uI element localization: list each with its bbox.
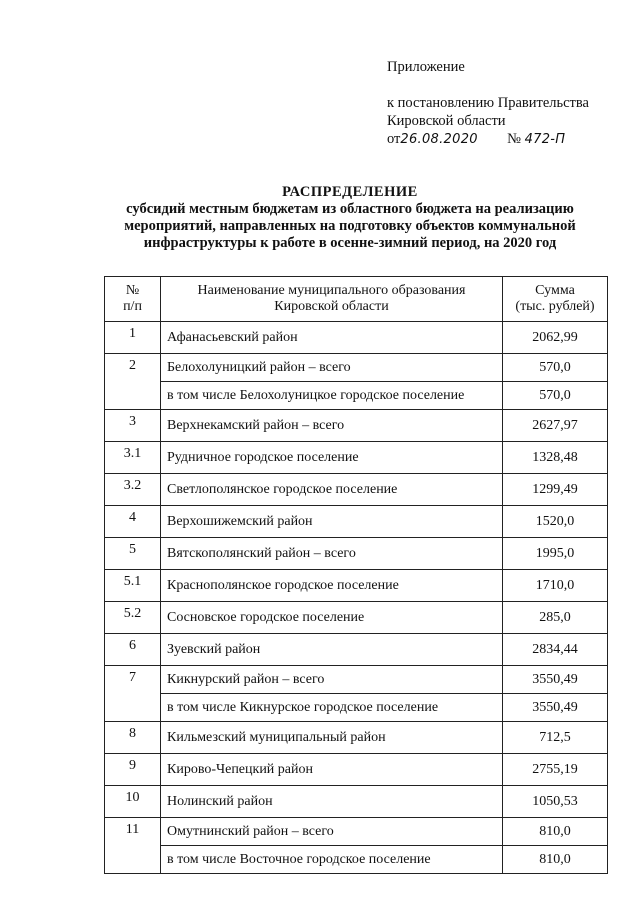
row-name: в том числе Кикнурское городское поселение — [161, 694, 503, 722]
table-row — [105, 354, 608, 382]
table-row — [105, 846, 608, 874]
header-sum: Сумма (тыс. рублей) — [503, 277, 608, 322]
row-name: в том числе Белохолуницкое городское поселение — [161, 382, 503, 410]
row-number: 10 — [105, 786, 161, 818]
row-sum: 2755,19 — [503, 754, 608, 786]
title-line-3: мероприятий, направленных на подготовку объектов коммунальной — [124, 218, 576, 234]
row-sum: 2627,97 — [503, 410, 608, 442]
row-sum: 1710,0 — [503, 570, 608, 602]
row-sum: 3550,49 — [503, 694, 608, 722]
region-line: Кировской области — [387, 113, 506, 129]
table-row — [105, 442, 608, 474]
table-row — [105, 474, 608, 506]
row-sum: 285,0 — [503, 602, 608, 634]
appendix-label: Приложение — [387, 59, 465, 75]
table-row — [105, 538, 608, 570]
row-sum: 712,5 — [503, 722, 608, 754]
row-name: Зуевский район — [161, 634, 503, 666]
row-sum: 2834,44 — [503, 634, 608, 666]
row-sum: 1050,53 — [503, 786, 608, 818]
row-name: Верхошижемский район — [161, 506, 503, 538]
row-number: 3.2 — [105, 474, 161, 506]
row-name: Кикнурский район – всего — [161, 666, 503, 694]
row-sum: 1995,0 — [503, 538, 608, 570]
table-row — [105, 786, 608, 818]
row-number: 8 — [105, 722, 161, 754]
row-sum: 570,0 — [503, 382, 608, 410]
table-row — [105, 722, 608, 754]
row-sum: 1299,49 — [503, 474, 608, 506]
table-row — [105, 570, 608, 602]
number-prefix: № — [507, 131, 521, 147]
row-number: 5.1 — [105, 570, 161, 602]
table-row — [105, 818, 608, 846]
row-sum: 810,0 — [503, 846, 608, 874]
row-name: Афанасьевский район — [161, 322, 503, 354]
row-name: Краснополянское городское поселение — [161, 570, 503, 602]
row-sum: 1520,0 — [503, 506, 608, 538]
title-line-2: субсидий местным бюджетам из областного бюджета на реализацию — [126, 201, 574, 217]
row-sum: 2062,99 — [503, 322, 608, 354]
header-number: № п/п — [105, 277, 161, 322]
resolution-line: к постановлению Правительства — [387, 95, 589, 111]
row-name: Белохолуницкий район – всего — [161, 354, 503, 382]
row-sum: 1328,48 — [503, 442, 608, 474]
handwritten-date: 26.08.2020 — [400, 132, 478, 147]
date-number-line — [387, 130, 589, 149]
appendix-block — [387, 58, 589, 149]
table-row — [105, 754, 608, 786]
document-title — [100, 184, 600, 252]
row-sum: 570,0 — [503, 354, 608, 382]
header-name: Наименование муниципального образования Кировской области — [161, 277, 503, 322]
row-name: Нолинский район — [161, 786, 503, 818]
row-name: Верхнекамский район – всего — [161, 410, 503, 442]
row-number: 7 — [105, 666, 161, 722]
table-row — [105, 410, 608, 442]
handwritten-number: 472-П — [524, 132, 566, 147]
row-name: Омутнинский район – всего — [161, 818, 503, 846]
table-row — [105, 634, 608, 666]
date-prefix: от — [387, 131, 401, 147]
table-row — [105, 694, 608, 722]
table-row — [105, 382, 608, 410]
row-name: Сосновское городское поселение — [161, 602, 503, 634]
row-name: Светлополянское городское поселение — [161, 474, 503, 506]
table-row — [105, 602, 608, 634]
title-line-4: инфраструктуры к работе в осенне-зимний период, на 2020 год — [143, 235, 557, 251]
row-number: 3.1 — [105, 442, 161, 474]
table-row — [105, 506, 608, 538]
row-name: Рудничное городское поселение — [161, 442, 503, 474]
table-row — [105, 322, 608, 354]
row-number: 3 — [105, 410, 161, 442]
title-line-1: РАСПРЕДЕЛЕНИЕ — [282, 184, 418, 200]
table-header-row — [105, 277, 608, 322]
row-name: в том числе Восточное городское поселение — [161, 846, 503, 874]
row-number: 6 — [105, 634, 161, 666]
row-sum: 810,0 — [503, 818, 608, 846]
distribution-table — [104, 276, 608, 874]
row-number: 9 — [105, 754, 161, 786]
row-number: 5.2 — [105, 602, 161, 634]
row-number: 2 — [105, 354, 161, 410]
row-number: 4 — [105, 506, 161, 538]
row-name: Кирово-Чепецкий район — [161, 754, 503, 786]
row-number: 11 — [105, 818, 161, 874]
row-name: Кильмезский муниципальный район — [161, 722, 503, 754]
row-name: Вятскополянский район – всего — [161, 538, 503, 570]
row-number: 1 — [105, 322, 161, 354]
row-sum: 3550,49 — [503, 666, 608, 694]
table-row — [105, 666, 608, 694]
row-number: 5 — [105, 538, 161, 570]
